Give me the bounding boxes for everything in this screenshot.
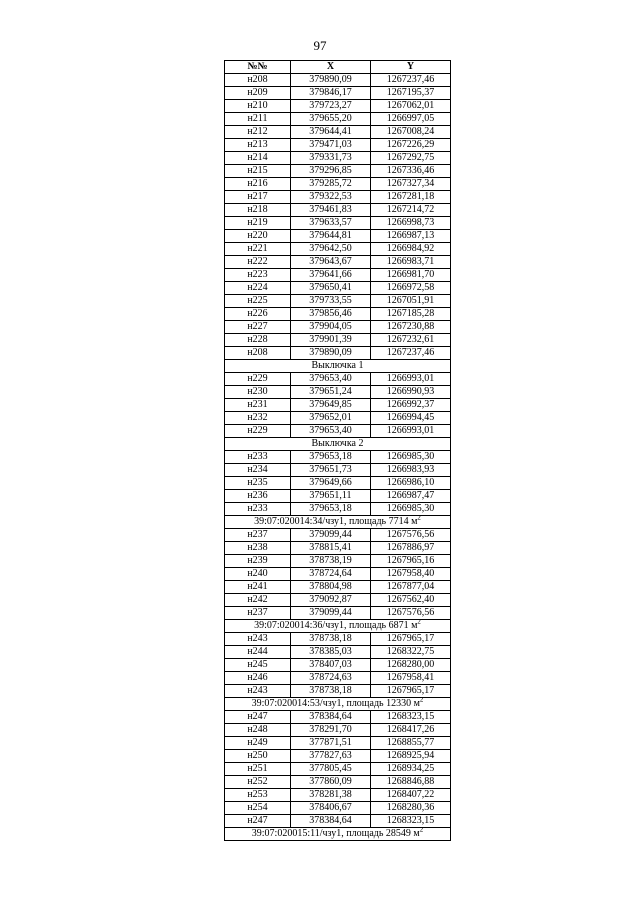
x-coordinate-cell: 378281,38	[291, 789, 371, 802]
y-coordinate-cell: 1267281,18	[371, 191, 451, 204]
x-coordinate-cell: 379904,05	[291, 321, 371, 334]
header-x: X	[291, 61, 371, 74]
x-coordinate-cell: 379643,67	[291, 256, 371, 269]
x-coordinate-cell: 378724,63	[291, 672, 371, 685]
x-coordinate-cell: 379285,72	[291, 178, 371, 191]
y-coordinate-cell: 1268280,00	[371, 659, 451, 672]
y-coordinate-cell: 1267008,24	[371, 126, 451, 139]
table-body	[225, 74, 451, 841]
table-row	[225, 217, 451, 230]
y-coordinate-cell: 1266985,30	[371, 503, 451, 516]
x-coordinate-cell: 379322,53	[291, 191, 371, 204]
table-row	[225, 230, 451, 243]
x-coordinate-cell: 378738,19	[291, 555, 371, 568]
table-row	[225, 126, 451, 139]
x-coordinate-cell: 379651,11	[291, 490, 371, 503]
point-number-cell: н249	[225, 737, 291, 750]
x-coordinate-cell: 379890,09	[291, 347, 371, 360]
table-row	[225, 373, 451, 386]
y-coordinate-cell: 1267886,97	[371, 542, 451, 555]
superscript: 2	[417, 515, 421, 522]
point-number-cell: н248	[225, 724, 291, 737]
table-row	[225, 347, 451, 360]
x-coordinate-cell: 378385,03	[291, 646, 371, 659]
table-row	[225, 763, 451, 776]
table-row	[225, 113, 451, 126]
x-coordinate-cell: 379901,39	[291, 334, 371, 347]
y-coordinate-cell: 1266994,45	[371, 412, 451, 425]
table-row	[225, 269, 451, 282]
y-coordinate-cell: 1266984,92	[371, 243, 451, 256]
y-coordinate-cell: 1266997,05	[371, 113, 451, 126]
point-number-cell: н250	[225, 750, 291, 763]
page-number: 97	[313, 38, 327, 53]
point-number-cell: н238	[225, 542, 291, 555]
x-coordinate-cell: 379633,57	[291, 217, 371, 230]
y-coordinate-cell: 1268322,75	[371, 646, 451, 659]
y-coordinate-cell: 1268280,36	[371, 802, 451, 815]
x-coordinate-cell: 378406,67	[291, 802, 371, 815]
y-coordinate-cell: 1267576,56	[371, 529, 451, 542]
x-coordinate-cell: 379655,20	[291, 113, 371, 126]
table-row	[225, 529, 451, 542]
x-coordinate-cell: 378738,18	[291, 685, 371, 698]
point-number-cell: н243	[225, 633, 291, 646]
table-row	[225, 542, 451, 555]
point-number-cell: н240	[225, 568, 291, 581]
y-coordinate-cell: 1268934,25	[371, 763, 451, 776]
section-row	[225, 438, 451, 451]
y-coordinate-cell: 1267576,56	[371, 607, 451, 620]
point-number-cell: н218	[225, 204, 291, 217]
point-number-cell: н231	[225, 399, 291, 412]
section-title	[225, 698, 451, 711]
superscript: 2	[417, 619, 421, 626]
section-label: Выключка 2	[311, 438, 364, 449]
point-number-cell: н220	[225, 230, 291, 243]
table-row	[225, 451, 451, 464]
x-coordinate-cell: 379644,41	[291, 126, 371, 139]
y-coordinate-cell: 1266998,73	[371, 217, 451, 230]
x-coordinate-cell: 378815,41	[291, 542, 371, 555]
point-number-cell: н230	[225, 386, 291, 399]
y-coordinate-cell: 1267965,16	[371, 555, 451, 568]
point-number-cell: н221	[225, 243, 291, 256]
x-coordinate-cell: 379890,09	[291, 74, 371, 87]
x-coordinate-cell: 379471,03	[291, 139, 371, 152]
y-coordinate-cell: 1266972,58	[371, 282, 451, 295]
section-title	[225, 828, 451, 841]
y-coordinate-cell: 1266990,93	[371, 386, 451, 399]
point-number-cell: н208	[225, 74, 291, 87]
point-number-cell: н219	[225, 217, 291, 230]
table-row	[225, 594, 451, 607]
x-coordinate-cell: 379092,87	[291, 594, 371, 607]
y-coordinate-cell: 1267965,17	[371, 633, 451, 646]
x-coordinate-cell: 378291,70	[291, 724, 371, 737]
table-row	[225, 178, 451, 191]
section-label: 39:07:020014:36/чзу1, площадь 6871 м	[254, 620, 418, 631]
x-coordinate-cell: 378407,03	[291, 659, 371, 672]
superscript: 2	[419, 827, 424, 834]
y-coordinate-cell: 1268323,15	[371, 815, 451, 828]
point-number-cell: н208	[225, 347, 291, 360]
table-row	[225, 399, 451, 412]
point-number-cell: н224	[225, 282, 291, 295]
point-number-cell: н242	[225, 594, 291, 607]
table-row	[225, 568, 451, 581]
point-number-cell: н241	[225, 581, 291, 594]
point-number-cell: н237	[225, 607, 291, 620]
point-number-cell: н209	[225, 87, 291, 100]
x-coordinate-cell: 378384,64	[291, 711, 371, 724]
point-number-cell: н247	[225, 711, 291, 724]
table-row	[225, 724, 451, 737]
y-coordinate-cell: 1267292,75	[371, 152, 451, 165]
x-coordinate-cell: 379653,40	[291, 425, 371, 438]
y-coordinate-cell: 1266993,01	[371, 425, 451, 438]
header-y: Y	[371, 61, 451, 74]
section-label: 39:07:020014:34/чзу1, площадь 7714 м	[254, 516, 418, 527]
point-number-cell: н252	[225, 776, 291, 789]
point-number-cell: н253	[225, 789, 291, 802]
point-number-cell: н225	[225, 295, 291, 308]
table-row	[225, 737, 451, 750]
table-row	[225, 139, 451, 152]
table-row	[225, 633, 451, 646]
table-row	[225, 477, 451, 490]
y-coordinate-cell: 1267051,91	[371, 295, 451, 308]
table-row	[225, 789, 451, 802]
x-coordinate-cell: 379651,24	[291, 386, 371, 399]
table-row	[225, 191, 451, 204]
table-row	[225, 555, 451, 568]
table-row	[225, 87, 451, 100]
point-number-cell: н215	[225, 165, 291, 178]
y-coordinate-cell: 1268846,88	[371, 776, 451, 789]
y-coordinate-cell: 1266983,71	[371, 256, 451, 269]
table-row	[225, 815, 451, 828]
x-coordinate-cell: 379651,73	[291, 464, 371, 477]
y-coordinate-cell: 1266987,47	[371, 490, 451, 503]
table-row	[225, 711, 451, 724]
x-coordinate-cell: 378804,98	[291, 581, 371, 594]
point-number-cell: н254	[225, 802, 291, 815]
point-number-cell: н235	[225, 477, 291, 490]
y-coordinate-cell: 1267062,01	[371, 100, 451, 113]
y-coordinate-cell: 1267226,29	[371, 139, 451, 152]
x-coordinate-cell: 377871,51	[291, 737, 371, 750]
x-coordinate-cell: 379856,46	[291, 308, 371, 321]
table-row	[225, 659, 451, 672]
table-row	[225, 204, 451, 217]
table-row	[225, 672, 451, 685]
x-coordinate-cell: 378738,18	[291, 633, 371, 646]
x-coordinate-cell: 379099,44	[291, 529, 371, 542]
section-row	[225, 698, 451, 711]
point-number-cell: н245	[225, 659, 291, 672]
x-coordinate-cell: 379642,50	[291, 243, 371, 256]
point-number-cell: н236	[225, 490, 291, 503]
header-point-number: №№	[225, 61, 291, 74]
y-coordinate-cell: 1266985,30	[371, 451, 451, 464]
y-coordinate-cell: 1266992,37	[371, 399, 451, 412]
x-coordinate-cell: 379461,83	[291, 204, 371, 217]
table-row	[225, 321, 451, 334]
point-number-cell: н211	[225, 113, 291, 126]
point-number-cell: н223	[225, 269, 291, 282]
y-coordinate-cell: 1266983,93	[371, 464, 451, 477]
point-number-cell: н222	[225, 256, 291, 269]
table-row	[225, 243, 451, 256]
x-coordinate-cell: 377860,09	[291, 776, 371, 789]
point-number-cell: н237	[225, 529, 291, 542]
point-number-cell: н251	[225, 763, 291, 776]
x-coordinate-cell: 379650,41	[291, 282, 371, 295]
table-row	[225, 412, 451, 425]
section-title	[225, 360, 451, 373]
y-coordinate-cell: 1268925,94	[371, 750, 451, 763]
table-row	[225, 750, 451, 763]
x-coordinate-cell: 377827,63	[291, 750, 371, 763]
x-coordinate-cell: 379733,55	[291, 295, 371, 308]
point-number-cell: н244	[225, 646, 291, 659]
table-row	[225, 282, 451, 295]
y-coordinate-cell: 1267958,40	[371, 568, 451, 581]
superscript: 2	[419, 697, 424, 704]
section-row	[225, 828, 451, 841]
point-number-cell: н243	[225, 685, 291, 698]
point-number-cell: н227	[225, 321, 291, 334]
y-coordinate-cell: 1267877,04	[371, 581, 451, 594]
point-number-cell: н233	[225, 503, 291, 516]
point-number-cell: н214	[225, 152, 291, 165]
x-coordinate-cell: 379331,73	[291, 152, 371, 165]
x-coordinate-cell: 379644,81	[291, 230, 371, 243]
point-number-cell: н233	[225, 451, 291, 464]
table-row	[225, 425, 451, 438]
y-coordinate-cell: 1268417,26	[371, 724, 451, 737]
section-title	[225, 516, 451, 529]
table-row	[225, 685, 451, 698]
table-row	[225, 464, 451, 477]
point-number-cell: н229	[225, 425, 291, 438]
section-row	[225, 360, 451, 373]
y-coordinate-cell: 1268323,15	[371, 711, 451, 724]
point-number-cell: н226	[225, 308, 291, 321]
y-coordinate-cell: 1267237,46	[371, 74, 451, 87]
y-coordinate-cell: 1266986,10	[371, 477, 451, 490]
x-coordinate-cell: 379296,85	[291, 165, 371, 178]
point-number-cell: н232	[225, 412, 291, 425]
table-row	[225, 581, 451, 594]
table-row	[225, 490, 451, 503]
y-coordinate-cell: 1268855,77	[371, 737, 451, 750]
table-row	[225, 295, 451, 308]
x-coordinate-cell: 379652,01	[291, 412, 371, 425]
point-number-cell: н212	[225, 126, 291, 139]
table-row	[225, 802, 451, 815]
x-coordinate-cell: 379723,27	[291, 100, 371, 113]
y-coordinate-cell: 1267185,28	[371, 308, 451, 321]
point-number-cell: н229	[225, 373, 291, 386]
x-coordinate-cell: 379653,40	[291, 373, 371, 386]
point-number-cell: н234	[225, 464, 291, 477]
table-row	[225, 165, 451, 178]
x-coordinate-cell: 379099,44	[291, 607, 371, 620]
section-row	[225, 516, 451, 529]
table-row	[225, 152, 451, 165]
x-coordinate-cell: 379649,66	[291, 477, 371, 490]
y-coordinate-cell: 1267230,88	[371, 321, 451, 334]
y-coordinate-cell: 1267232,61	[371, 334, 451, 347]
table-row	[225, 100, 451, 113]
y-coordinate-cell: 1267237,46	[371, 347, 451, 360]
point-number-cell: н228	[225, 334, 291, 347]
section-label: 39:07:020014:53/чзу1, площадь 12330 м	[251, 698, 420, 709]
y-coordinate-cell: 1267214,72	[371, 204, 451, 217]
y-coordinate-cell: 1267958,41	[371, 672, 451, 685]
point-number-cell: н217	[225, 191, 291, 204]
coordinates-table	[224, 60, 451, 841]
y-coordinate-cell: 1268407,22	[371, 789, 451, 802]
point-number-cell: н213	[225, 139, 291, 152]
y-coordinate-cell: 1267562,40	[371, 594, 451, 607]
section-title	[225, 620, 451, 633]
point-number-cell: н210	[225, 100, 291, 113]
y-coordinate-cell: 1266987,13	[371, 230, 451, 243]
table-row	[225, 386, 451, 399]
table-row	[225, 646, 451, 659]
y-coordinate-cell: 1267336,46	[371, 165, 451, 178]
section-label: Выключка 1	[311, 360, 364, 371]
x-coordinate-cell: 378384,64	[291, 815, 371, 828]
x-coordinate-cell: 377805,45	[291, 763, 371, 776]
y-coordinate-cell: 1267195,37	[371, 87, 451, 100]
point-number-cell: н216	[225, 178, 291, 191]
x-coordinate-cell: 379653,18	[291, 451, 371, 464]
y-coordinate-cell: 1267327,34	[371, 178, 451, 191]
table-row	[225, 776, 451, 789]
point-number-cell: н247	[225, 815, 291, 828]
table-row	[225, 607, 451, 620]
x-coordinate-cell: 379653,18	[291, 503, 371, 516]
y-coordinate-cell: 1266981,70	[371, 269, 451, 282]
section-row	[225, 620, 451, 633]
x-coordinate-cell: 379641,66	[291, 269, 371, 282]
table-row	[225, 256, 451, 269]
point-number-cell: н239	[225, 555, 291, 568]
table-header-row	[225, 61, 451, 74]
point-number-cell: н246	[225, 672, 291, 685]
table-row	[225, 334, 451, 347]
section-label: 39:07:020015:11/чзу1, площадь 28549 м	[251, 828, 420, 839]
section-title	[225, 438, 451, 451]
table-row	[225, 503, 451, 516]
table-row	[225, 74, 451, 87]
table-row	[225, 308, 451, 321]
x-coordinate-cell: 379649,85	[291, 399, 371, 412]
y-coordinate-cell: 1267965,17	[371, 685, 451, 698]
x-coordinate-cell: 378724,64	[291, 568, 371, 581]
y-coordinate-cell: 1266993,01	[371, 373, 451, 386]
x-coordinate-cell: 379846,17	[291, 87, 371, 100]
